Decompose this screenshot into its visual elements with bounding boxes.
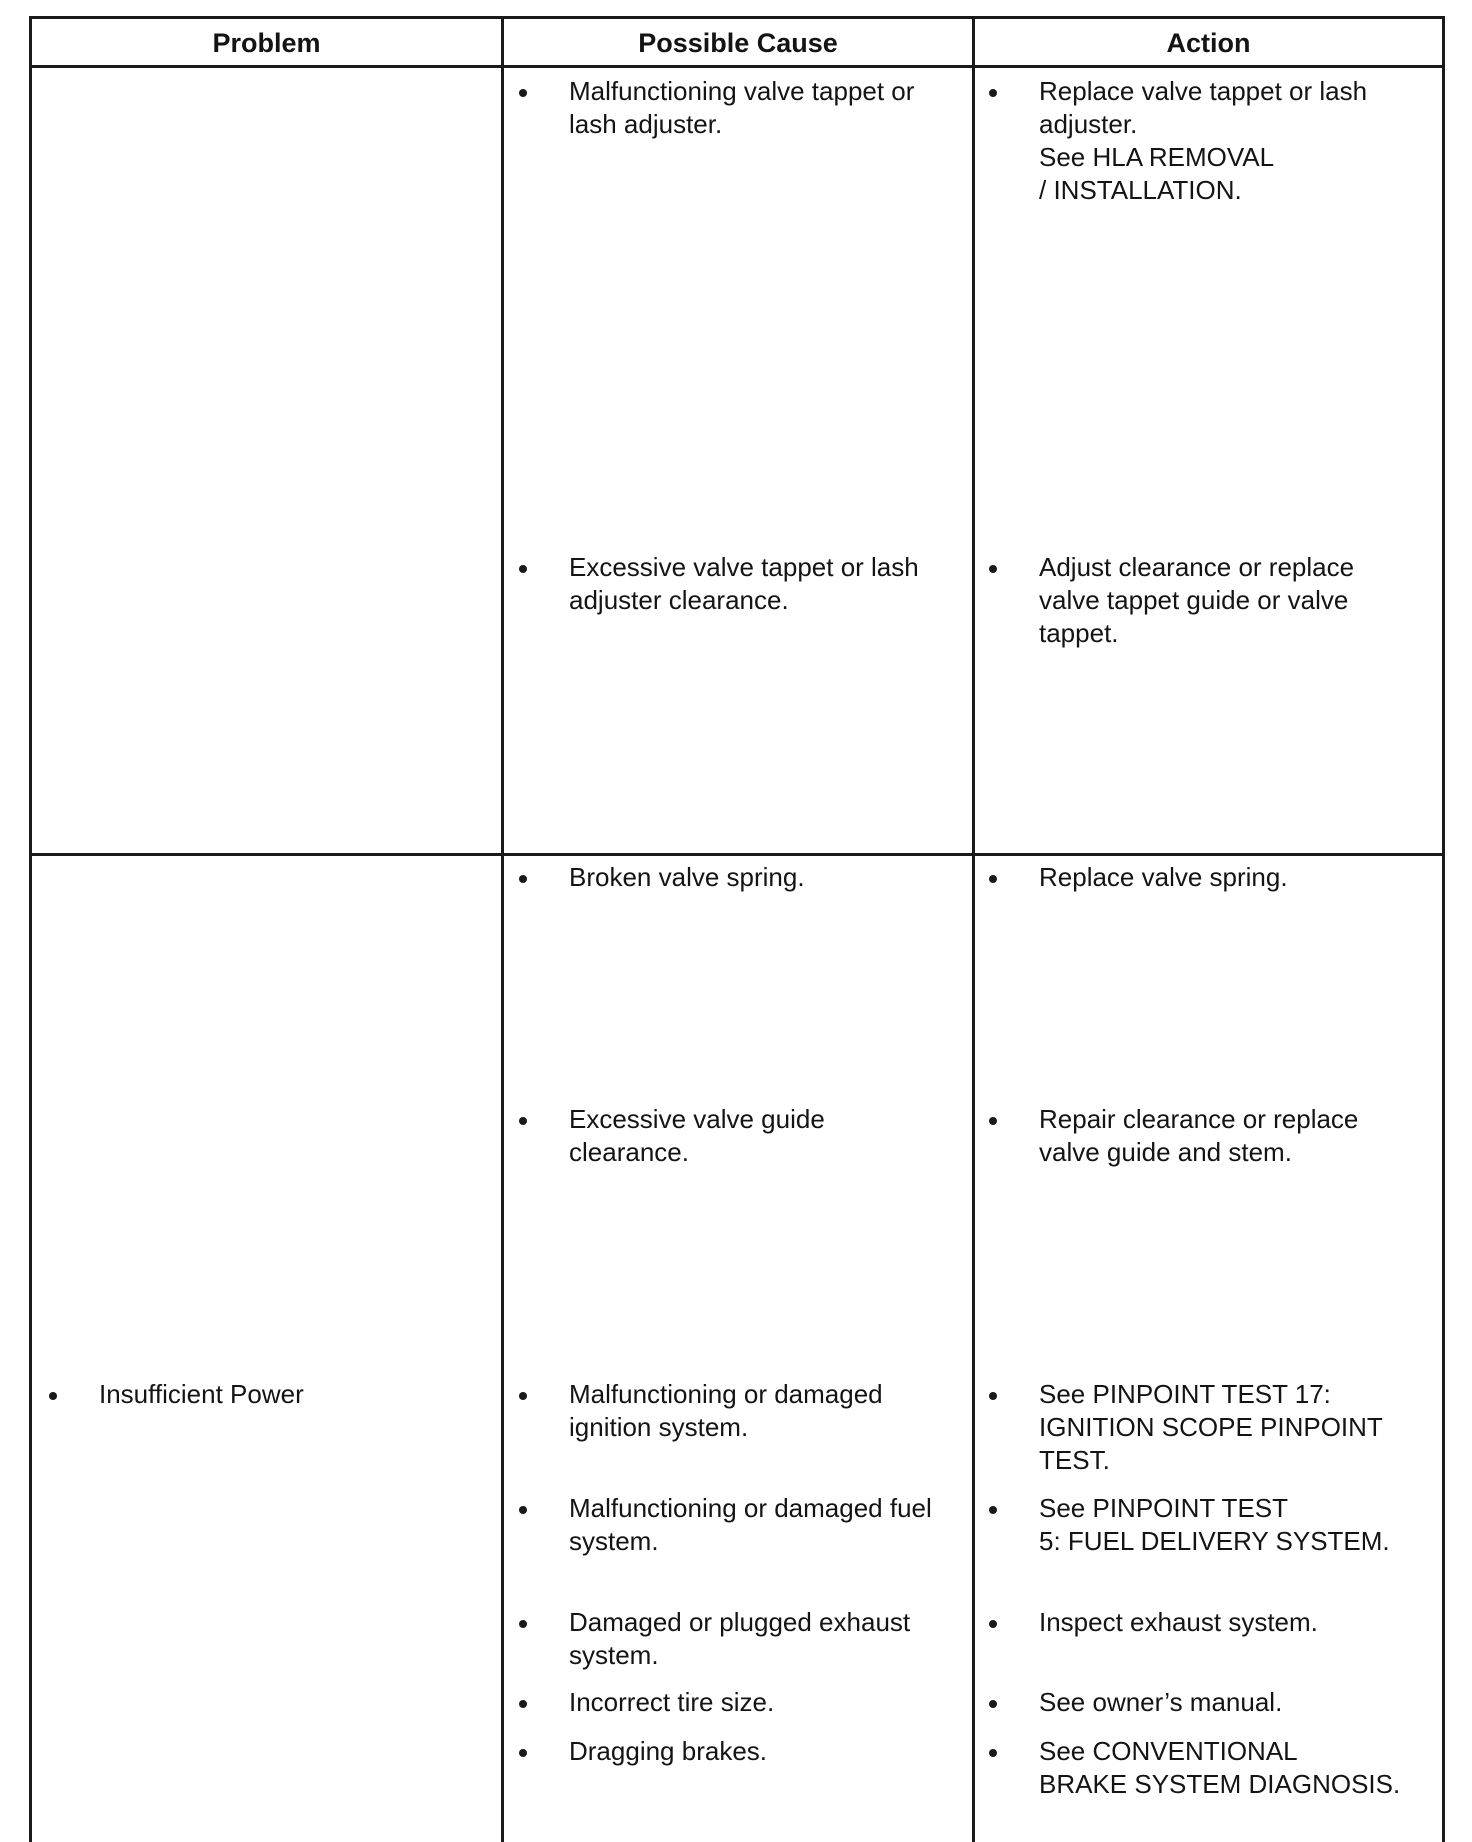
- column-divider-1: [501, 16, 504, 1842]
- cause-text: Excessive valve guide clearance.: [569, 1104, 825, 1167]
- cause-item: [517, 1378, 957, 1444]
- cause-item: [517, 551, 957, 617]
- action-text: Adjust clearance or replace valve tappet guide or valve tappet.: [1039, 552, 1355, 648]
- table-right-border: [1442, 16, 1445, 1842]
- cause-text: Malfunctioning or damaged ignition system.: [569, 1379, 883, 1442]
- action-text: Repair clearance or replace valve guide and stem.: [1039, 1104, 1359, 1167]
- cause-item: [517, 1103, 957, 1169]
- cause-item: [517, 861, 957, 894]
- cause-text: Incorrect tire size.: [569, 1687, 775, 1717]
- action-item: [987, 75, 1427, 207]
- header-possible-cause: Possible Cause: [638, 28, 838, 58]
- action-item: [987, 1606, 1427, 1639]
- action-item: [987, 1103, 1427, 1169]
- action-text: See owner’s manual.: [1039, 1687, 1283, 1717]
- action-text: Replace valve spring.: [1039, 862, 1288, 892]
- action-item: [987, 861, 1427, 894]
- section-divider: [29, 853, 1443, 856]
- header-problem: Problem: [212, 28, 321, 58]
- cause-item: [517, 1492, 957, 1558]
- cause-item: [517, 1686, 957, 1719]
- problem-item: [47, 1378, 487, 1411]
- action-item: [987, 1686, 1427, 1719]
- cause-text: Broken valve spring.: [569, 862, 805, 892]
- column-divider-2: [972, 16, 975, 1842]
- action-item: [987, 1735, 1427, 1801]
- action-item: [987, 551, 1427, 650]
- action-item: [987, 1378, 1427, 1477]
- cause-item: [517, 1735, 957, 1768]
- table-left-border: [29, 16, 32, 1842]
- action-text: See PINPOINT TEST 17: IGNITION SCOPE PINPOINT TEST.: [1039, 1379, 1383, 1475]
- header-action: Action: [1166, 28, 1251, 58]
- action-text: Inspect exhaust system.: [1039, 1607, 1318, 1637]
- cause-item: [517, 75, 957, 141]
- action-text: See CONVENTIONAL BRAKE SYSTEM DIAGNOSIS.: [1039, 1736, 1401, 1799]
- action-text: See PINPOINT TEST 5: FUEL DELIVERY SYSTEM.: [1039, 1493, 1390, 1556]
- cause-text: Damaged or plugged exhaust system.: [569, 1607, 911, 1670]
- cause-item: [517, 1606, 957, 1672]
- cause-text: Malfunctioning valve tappet or lash adjuster.: [569, 76, 915, 139]
- action-text: Replace valve tappet or lash adjuster. See HLA REMOVAL / INSTALLATION.: [1039, 76, 1368, 205]
- cause-text: Dragging brakes.: [569, 1736, 767, 1766]
- cause-text: Malfunctioning or damaged fuel system.: [569, 1493, 932, 1556]
- action-item: [987, 1492, 1427, 1558]
- cause-text: Excessive valve tappet or lash adjuster clearance.: [569, 552, 919, 615]
- problem-text: Insufficient Power: [99, 1379, 304, 1409]
